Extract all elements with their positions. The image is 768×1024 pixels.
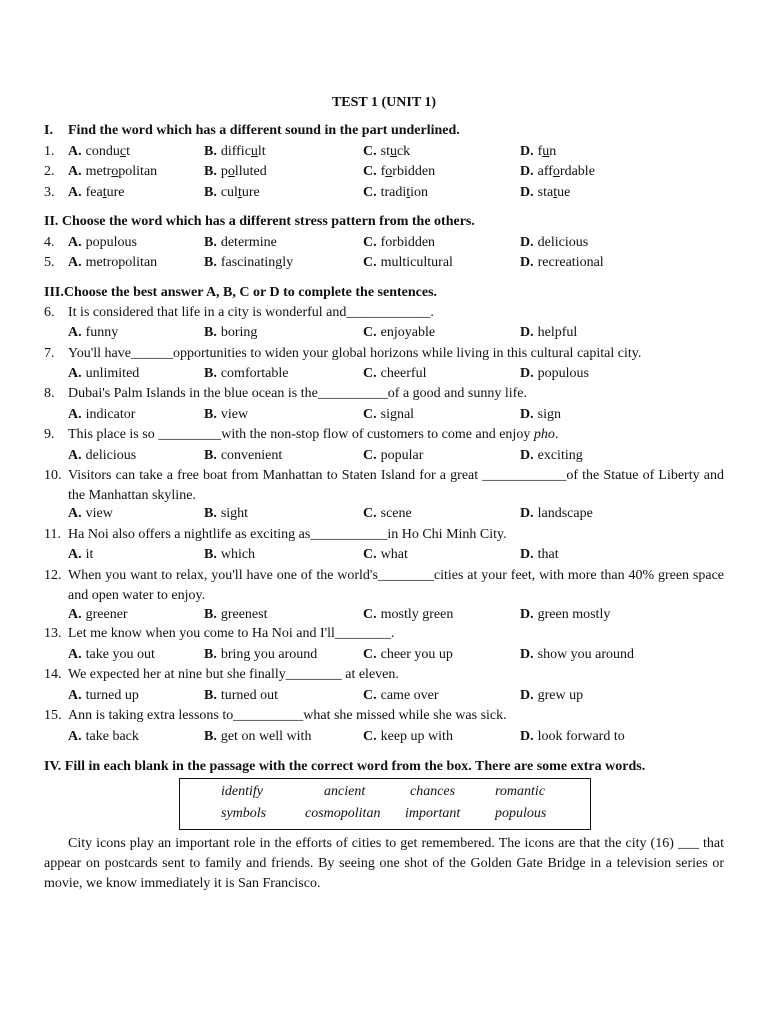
option-c: C. stuck (363, 144, 411, 159)
option-a: A. indicator (68, 407, 136, 422)
section-number: IV. (44, 759, 62, 774)
option-a: A. metropolitan (68, 164, 158, 179)
option-a: A. it (68, 547, 94, 562)
question-number: 7. (44, 346, 55, 361)
option-d: D. landscape (520, 506, 593, 521)
question-number: 8. (44, 386, 55, 401)
question-14-stem (44, 665, 734, 685)
question-6-stem (44, 303, 734, 323)
option-b: B. which (204, 547, 256, 562)
section-2-heading (44, 212, 734, 232)
option-a: A. feature (68, 185, 125, 200)
question-number: 1. (44, 144, 55, 159)
question-4 (44, 233, 734, 253)
question-15-stem (44, 706, 734, 726)
question-number: 13. (44, 626, 62, 641)
section-3-heading (44, 283, 734, 303)
box-word: populous (495, 806, 547, 821)
option-d: D. delicious (520, 235, 589, 250)
option-d: D. exciting (520, 448, 583, 463)
question-text: It is considered that life in a city is wonderful and____________. (68, 305, 434, 320)
option-a: A. view (68, 506, 113, 521)
question-15-options (44, 727, 734, 747)
reading-passage: City icons play an important role in the efforts of cities to get remembered. The icons are that the city (16) ___ that appear on postcards sent to family and friends. By seeing one shot of the Golden Gate Bridge in a television series or movie, we know immediately it is San Francisco. (44, 836, 724, 891)
section-number: III. (44, 285, 64, 300)
option-d: D. green mostly (520, 607, 611, 622)
option-c: C. cheerful (363, 366, 427, 381)
question-number: 4. (44, 235, 55, 250)
option-d: D. statue (520, 185, 571, 200)
question-9-options (44, 446, 734, 466)
option-b: B. greenest (204, 607, 268, 622)
box-word: romantic (495, 784, 546, 799)
option-b: B. turned out (204, 688, 278, 703)
question-number: 2. (44, 164, 55, 179)
option-d: D. show you around (520, 647, 635, 662)
option-c: C. came over (363, 688, 439, 703)
option-b: B. fascinatingly (204, 255, 294, 270)
question-text: Let me know when you come to Ha Noi and I'll________. (68, 626, 395, 641)
question-text: Ha Noi also offers a nightlife as exciting as___________in Ho Chi Minh City. (68, 527, 507, 542)
question-3 (44, 183, 734, 203)
option-b: B. comfortable (204, 366, 289, 381)
option-c: C. mostly green (363, 607, 454, 622)
question-9-stem (44, 425, 734, 445)
question-text: When you want to relax, you'll have one of the world's________cities at your feet, with more than 40% green space and open water to enjoy. (68, 568, 724, 603)
question-12-stem (44, 566, 724, 606)
option-a: A. populous (68, 235, 137, 250)
option-c: C. multicultural (363, 255, 453, 270)
question-10-options (44, 504, 734, 524)
question-13-options (44, 645, 734, 665)
question-text: You'll have______opportunities to widen your global horizons while living in this cultural capital city. (68, 346, 642, 361)
option-a: A. greener (68, 607, 128, 622)
option-b: B. convenient (204, 448, 283, 463)
question-2 (44, 162, 734, 182)
option-a: A. funny (68, 325, 119, 340)
option-d: D. fun (520, 144, 557, 159)
option-a: A. metropolitan (68, 255, 158, 270)
option-d: D. populous (520, 366, 589, 381)
box-word: symbols (221, 806, 267, 821)
option-b: B. difficult (204, 144, 266, 159)
box-word: important (405, 806, 461, 821)
question-7-stem (44, 344, 734, 364)
question-text: Dubai's Palm Islands in the blue ocean is the__________of a good and sunny life. (68, 386, 527, 401)
option-c: C. keep up with (363, 729, 453, 744)
section-number: II. (44, 214, 59, 229)
question-6-options (44, 323, 734, 343)
question-12-options (44, 605, 734, 625)
section-instruction: Choose the best answer A, B, C or D to complete the sentences. (63, 285, 438, 300)
section-instruction: Choose the word which has a different stress pattern from the others. (61, 214, 475, 229)
option-c: C. enjoyable (363, 325, 436, 340)
option-b: B. get on well with (204, 729, 312, 744)
question-14-options (44, 686, 734, 706)
question-number: 14. (44, 667, 62, 682)
option-d: D. affordable (520, 164, 595, 179)
question-text: We expected her at nine but she finally________ at eleven. (68, 667, 399, 682)
box-word: cosmopolitan (305, 806, 381, 821)
option-b: B. polluted (204, 164, 267, 179)
question-8-options (44, 405, 734, 425)
option-d: D. recreational (520, 255, 604, 270)
option-a: A. take you out (68, 647, 155, 662)
question-number: 6. (44, 305, 55, 320)
option-a: A. delicious (68, 448, 137, 463)
question-11-stem (44, 525, 734, 545)
section-1-heading (44, 121, 734, 141)
option-b: B. culture (204, 185, 260, 200)
option-d: D. that (520, 547, 559, 562)
section-instruction: Fill in each blank in the passage with the correct word from the box. There are some extra words. (64, 759, 646, 774)
section-4-heading (44, 757, 734, 777)
option-b: B. boring (204, 325, 258, 340)
page-title: TEST 1 (UNIT 1) (331, 95, 437, 110)
option-b: B. view (204, 407, 249, 422)
option-b: B. sight (204, 506, 249, 521)
section-instruction: Find the word which has a different sound in the part underlined. (68, 123, 460, 138)
option-a: A. turned up (68, 688, 139, 703)
question-10-stem (44, 466, 724, 506)
section-number: I. (44, 123, 53, 138)
question-8-stem (44, 384, 734, 404)
option-d: D. grew up (520, 688, 584, 703)
option-c: C. popular (363, 448, 424, 463)
option-c: C. tradition (363, 185, 429, 200)
question-1 (44, 142, 734, 162)
option-d: D. look forward to (520, 729, 625, 744)
box-word: chances (410, 784, 456, 799)
question-text: Visitors can take a free boat from Manhattan to Staten Island for a great ____________of the Statue of Liberty and the Manhattan skyline. (68, 468, 724, 503)
option-a: A. unlimited (68, 366, 140, 381)
question-5 (44, 253, 734, 273)
question-number: 11. (44, 527, 61, 542)
option-c: C. scene (363, 506, 412, 521)
option-a: A. conduct (68, 144, 130, 159)
option-c: C. forbidden (363, 164, 436, 179)
box-word: identify (221, 784, 263, 799)
option-c: C. cheer you up (363, 647, 453, 662)
option-d: D. helpful (520, 325, 578, 340)
option-c: C. forbidden (363, 235, 436, 250)
question-text: This place is so _________with the non-stop flow of customers to come and enjoy pho. (68, 427, 559, 442)
option-b: B. determine (204, 235, 277, 250)
question-text: Ann is taking extra lessons to__________what she missed while she was sick. (68, 708, 507, 723)
option-d: D. sign (520, 407, 561, 422)
word-box (179, 778, 591, 830)
question-11-options (44, 545, 734, 565)
question-number: 12. (44, 568, 62, 583)
option-c: C. signal (363, 407, 415, 422)
box-word: ancient (324, 784, 366, 799)
question-number: 10. (44, 468, 62, 483)
option-a: A. take back (68, 729, 139, 744)
question-number: 9. (44, 427, 55, 442)
option-b: B. bring you around (204, 647, 318, 662)
option-c: C. what (363, 547, 408, 562)
question-number: 5. (44, 255, 55, 270)
question-number: 15. (44, 708, 62, 723)
question-number: 3. (44, 185, 55, 200)
question-7-options (44, 364, 734, 384)
question-13-stem (44, 624, 734, 644)
